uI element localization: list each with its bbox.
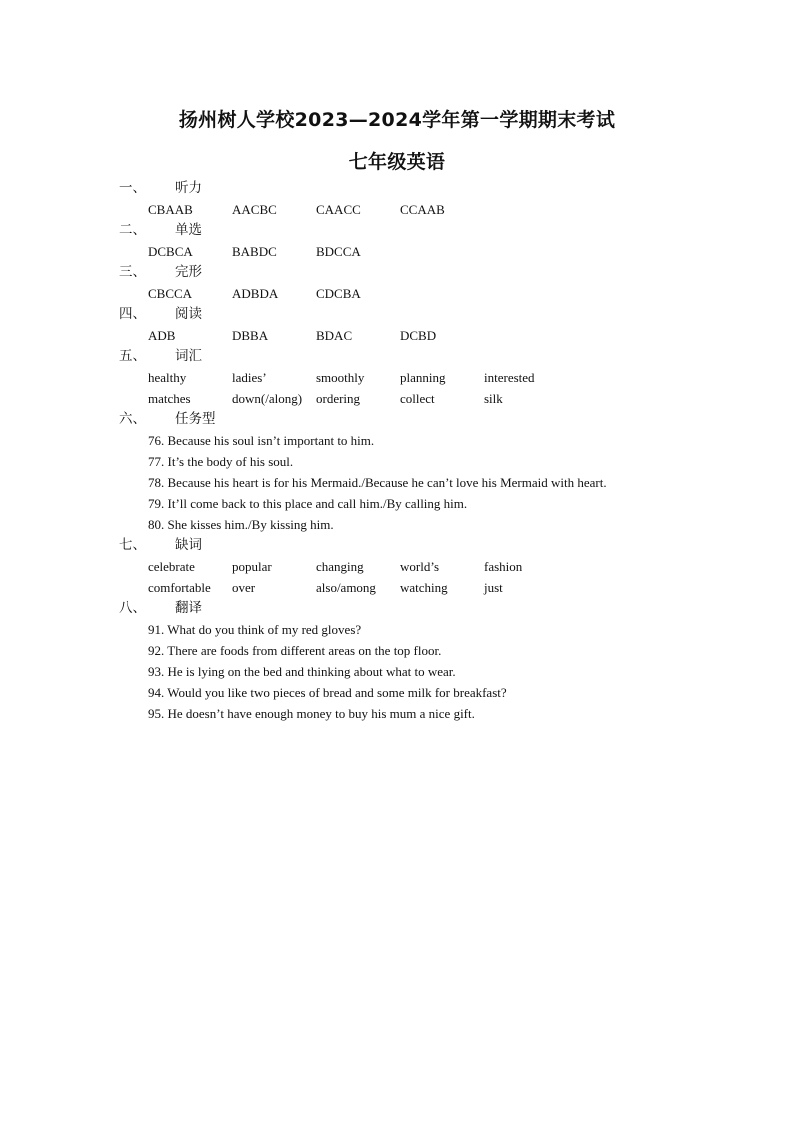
section-heading	[0, 346, 794, 367]
answer-line	[0, 703, 794, 724]
answer-cell: changing	[316, 559, 364, 574]
answer-cell: CAACC	[316, 202, 361, 217]
answer-sentence: 94. Would you like two pieces of bread and some milk for breakfast?	[148, 685, 507, 700]
answer-cell: CBCCA	[148, 286, 193, 301]
answer-cell: healthy	[148, 370, 187, 385]
section-number: 八、	[119, 600, 146, 616]
answer-line	[0, 514, 794, 535]
answer-line	[0, 430, 794, 451]
answer-row	[0, 199, 794, 220]
answer-sentence: 91. What do you think of my red gloves?	[148, 622, 362, 637]
section-heading	[0, 598, 794, 619]
answer-sentence: 79. It’ll come back to this place and call him./By calling him.	[148, 496, 468, 511]
answer-cell: silk	[484, 391, 503, 406]
section-number: 六、	[119, 411, 146, 427]
answer-row	[0, 241, 794, 262]
answer-row	[0, 283, 794, 304]
answer-line	[0, 493, 794, 514]
answer-sentence: 78. Because his heart is for his Mermaid./Because he can’t love his Mermaid with heart.	[148, 475, 607, 490]
answer-cell: planning	[400, 370, 446, 385]
answer-line	[0, 619, 794, 640]
section-number: 一、	[119, 180, 146, 196]
answer-sentence: 93. He is lying on the bed and thinking about what to wear.	[148, 664, 456, 679]
section-7	[0, 535, 794, 598]
answer-cell: ADB	[148, 328, 176, 343]
section-heading	[0, 178, 794, 199]
answer-cell: DBBA	[232, 328, 269, 343]
answer-cell: comfortable	[148, 580, 211, 595]
section-title: 单选	[175, 222, 202, 238]
answer-cell: ordering	[316, 391, 361, 406]
answer-cell: CCAAB	[400, 202, 445, 217]
answer-cell: BDCCA	[316, 244, 361, 259]
section-2	[0, 220, 794, 262]
answer-cell: interested	[484, 370, 535, 385]
section-1	[0, 178, 794, 220]
answer-row	[0, 325, 794, 346]
answer-cell: fashion	[484, 559, 523, 574]
answer-row	[0, 367, 794, 388]
section-8	[0, 598, 794, 724]
answer-line	[0, 640, 794, 661]
answer-cell: down(/along)	[232, 391, 303, 406]
section-heading	[0, 262, 794, 283]
section-heading	[0, 220, 794, 241]
answer-sentence: 92. There are foods from different areas on the top floor.	[148, 643, 442, 658]
answer-cell: DCBCA	[148, 244, 193, 259]
answer-cell: also/among	[316, 580, 376, 595]
section-title: 听力	[175, 180, 202, 196]
answer-cell: ADBDA	[232, 286, 279, 301]
section-heading	[0, 304, 794, 325]
answer-cell: popular	[232, 559, 272, 574]
answer-row	[0, 388, 794, 409]
section-number: 五、	[119, 348, 146, 364]
answer-cell: CDCBA	[316, 286, 361, 301]
section-5	[0, 346, 794, 409]
answer-sentence: 80. She kisses him./By kissing him.	[148, 517, 334, 532]
section-6	[0, 409, 794, 535]
section-number: 七、	[119, 537, 146, 553]
answer-cell: smoothly	[316, 370, 365, 385]
section-title: 翻译	[175, 600, 202, 616]
answer-line	[0, 472, 794, 493]
section-title: 任务型	[175, 411, 216, 427]
answer-cell: celebrate	[148, 559, 195, 574]
section-title: 完形	[175, 264, 202, 280]
answer-cell: BDAC	[316, 328, 353, 343]
answer-sections	[0, 178, 794, 724]
answer-cell: matches	[148, 391, 191, 406]
answer-cell: world’s	[400, 559, 439, 574]
section-title: 阅读	[175, 306, 202, 322]
section-number: 二、	[119, 222, 146, 238]
answer-sentence: 77. It’s the body of his soul.	[148, 454, 294, 469]
page-title: 扬州树人学校2023—2024学年第一学期期末考试	[178, 109, 616, 131]
section-heading	[0, 409, 794, 430]
section-3	[0, 262, 794, 304]
section-4	[0, 304, 794, 346]
section-title: 词汇	[175, 348, 202, 364]
answer-cell: over	[232, 580, 256, 595]
answer-cell: AACBC	[232, 202, 277, 217]
answer-sentence: 76. Because his soul isn’t important to him.	[148, 433, 375, 448]
section-heading	[0, 535, 794, 556]
answer-line	[0, 661, 794, 682]
answer-line	[0, 451, 794, 472]
answer-cell: CBAAB	[148, 202, 193, 217]
answer-cell: DCBD	[400, 328, 437, 343]
page-subtitle: 七年级英语	[348, 151, 446, 173]
answer-cell: just	[484, 580, 503, 595]
section-number: 三、	[119, 264, 146, 280]
answer-cell: ladies’	[232, 370, 267, 385]
answer-row	[0, 556, 794, 577]
answer-cell: collect	[400, 391, 435, 406]
answer-cell: BABDC	[232, 244, 277, 259]
answer-sentence: 95. He doesn’t have enough money to buy his mum a nice gift.	[148, 706, 475, 721]
section-title: 缺词	[175, 537, 202, 553]
answer-cell: watching	[400, 580, 448, 595]
section-number: 四、	[119, 306, 146, 322]
answer-line	[0, 682, 794, 703]
answer-row	[0, 577, 794, 598]
